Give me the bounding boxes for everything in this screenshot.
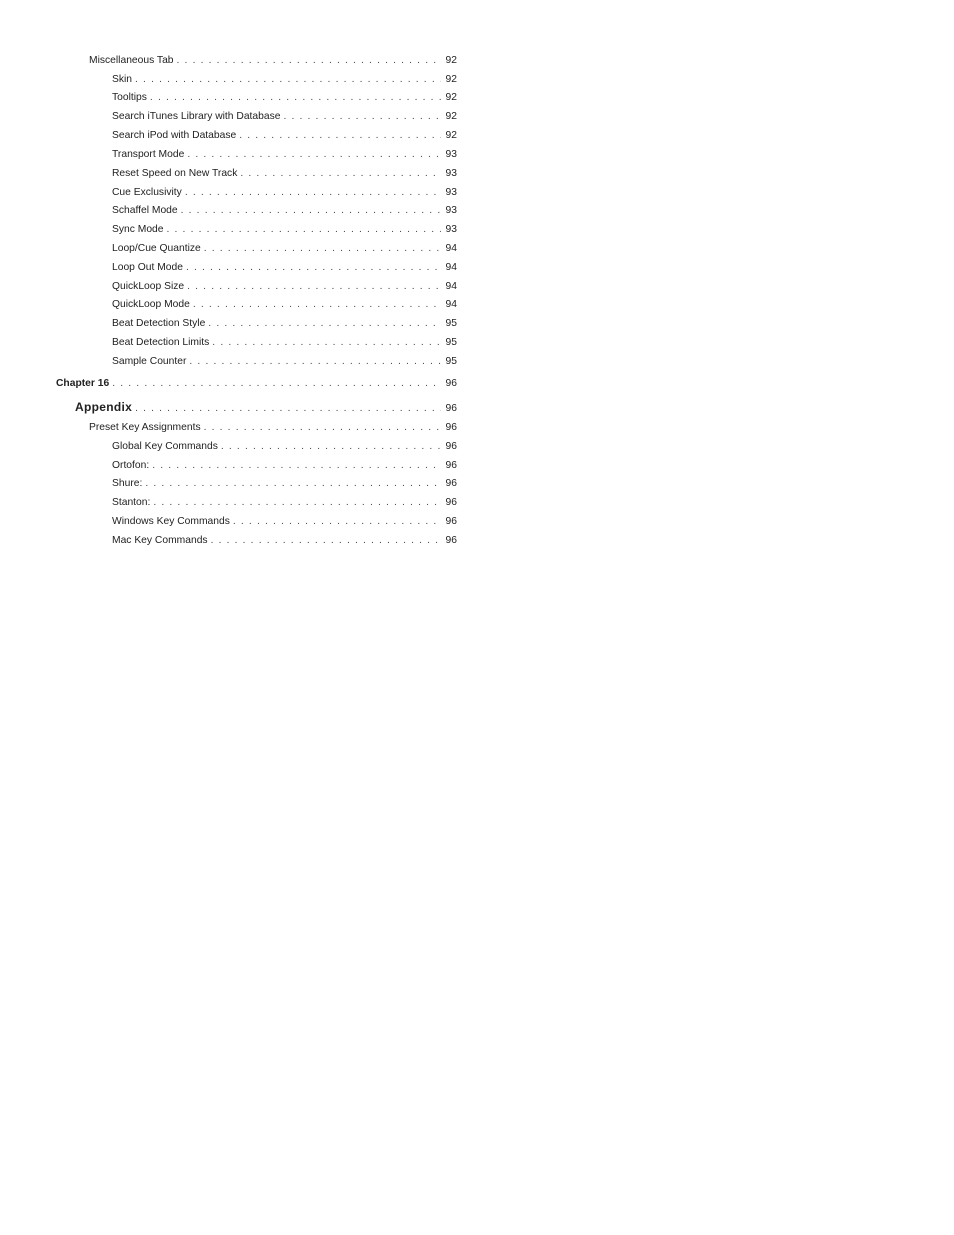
dot-leader [187,148,441,161]
toc-entry-page: 96 [445,516,457,527]
toc-entry-label: Search iPod with Database [112,130,237,141]
dot-leader [208,317,441,330]
toc-entry-search-itunes-library[interactable] [112,110,457,123]
toc-entry-quickloop-size[interactable] [112,280,457,293]
dot-leader [240,167,441,180]
dot-leader [211,534,441,547]
toc-entry-label: Beat Detection Style [112,318,206,329]
dot-leader [186,261,441,274]
toc-entry-loop-cue-quantize[interactable] [112,242,457,255]
toc-entry-page: 92 [445,92,457,103]
toc-entry-page: 92 [445,130,457,141]
toc-entry-label: Preset Key Assignments [89,422,201,433]
toc-entry-transport-mode[interactable] [112,148,457,161]
toc-entry-label: Appendix [75,400,133,414]
toc-entry-label: Global Key Commands [112,441,218,452]
dot-leader [283,110,441,123]
toc-entry-label: QuickLoop Size [112,281,185,292]
toc-entry-label: Beat Detection Limits [112,337,210,348]
toc-entry-page: 95 [445,356,457,367]
toc-entry-beat-detection-style[interactable] [112,317,457,330]
dot-leader [212,336,441,349]
dot-leader [135,73,441,86]
toc-entry-page: 92 [445,74,457,85]
toc-entry-label: Mac Key Commands [112,535,208,546]
toc-entry-label: Sample Counter [112,356,187,367]
toc-entry-page: 93 [445,224,457,235]
toc-entry-label: Search iTunes Library with Database [112,111,281,122]
toc-entry-label: Sync Mode [112,224,164,235]
toc-entry-page: 96 [445,535,457,546]
dot-leader [167,223,441,236]
toc-entry-label: QuickLoop Mode [112,299,190,310]
toc-entry-label: Skin [112,74,133,85]
toc-entry-label: Ortofon: [112,460,150,471]
toc-entry-global-key-commands[interactable] [112,440,457,453]
dot-leader [177,54,441,67]
toc-entry-page: 93 [445,187,457,198]
toc-entry-sync-mode[interactable] [112,223,457,236]
toc-entry-loop-out-mode[interactable] [112,261,457,274]
toc-entry-page: 93 [445,149,457,160]
dot-leader [112,377,441,390]
toc-entry-label: Shure: [112,478,143,489]
toc-entry-page: 93 [445,168,457,179]
toc-entry-beat-detection-limits[interactable] [112,336,457,349]
dot-leader [233,515,441,528]
toc-entry-schaffel-mode[interactable] [112,204,457,217]
toc-entry-search-ipod[interactable] [112,129,457,142]
dot-leader [150,91,441,104]
dot-leader [135,402,441,415]
dot-leader [145,477,441,490]
toc-entry-page: 92 [445,55,457,66]
dot-leader [181,204,441,217]
toc-entry-page: 93 [445,205,457,216]
dot-leader [189,355,441,368]
dot-leader [185,186,441,199]
dot-leader [204,421,441,434]
toc-entry-label: Windows Key Commands [112,516,230,527]
toc-entry-page: 94 [445,299,457,310]
toc-entry-page: 96 [445,422,457,433]
toc-entry-tooltips[interactable] [112,91,457,104]
toc-entry-cue-exclusivity[interactable] [112,186,457,199]
toc-entry-reset-speed[interactable] [112,167,457,180]
toc-entry-page: 96 [445,478,457,489]
toc-entry-page: 95 [445,337,457,348]
toc-entry-page: 94 [445,243,457,254]
toc-entry-appendix[interactable] [75,401,457,415]
dot-leader [153,496,441,509]
toc-entry-label: Schaffel Mode [112,205,178,216]
dot-leader [193,298,441,311]
toc-entry-page: 95 [445,318,457,329]
toc-entry-page: 94 [445,262,457,273]
dot-leader [204,242,441,255]
toc-entry-shure[interactable] [112,477,457,490]
toc-entry-label: Miscellaneous Tab [89,55,174,66]
dot-leader [152,459,441,472]
toc-entry-label: Reset Speed on New Track [112,168,238,179]
toc-entry-label: Loop Out Mode [112,262,183,273]
dot-leader [239,129,441,142]
toc-entry-page: 96 [445,460,457,471]
toc-entry-label: Tooltips [112,92,147,103]
toc-entry-label: Loop/Cue Quantize [112,243,201,254]
toc-entry-label: Stanton: [112,497,151,508]
toc-entry-label: Chapter 16 [56,378,110,389]
toc-entry-page: 94 [445,281,457,292]
toc-entry-quickloop-mode[interactable] [112,298,457,311]
toc-entry-page: 96 [445,441,457,452]
toc-entry-sample-counter[interactable] [112,355,457,368]
toc-entry-skin[interactable] [112,73,457,86]
toc-entry-preset-key-assignments[interactable] [89,421,457,434]
toc-entry-mac-key-commands[interactable] [112,534,457,547]
toc-entry-page: 96 [445,403,457,414]
toc-entry-page: 96 [445,497,457,508]
toc-entry-page: 92 [445,111,457,122]
toc-entry-windows-key-commands[interactable] [112,515,457,528]
toc-entry-ortofon[interactable] [112,459,457,472]
dot-leader [187,280,441,293]
toc-entry-page: 96 [445,378,457,389]
dot-leader [221,440,441,453]
toc-entry-label: Cue Exclusivity [112,187,182,198]
toc-entry-miscellaneous-tab[interactable] [89,54,457,67]
toc-entry-chapter-16[interactable] [56,377,457,390]
toc-entry-stanton[interactable] [112,496,457,509]
toc-entry-label: Transport Mode [112,149,185,160]
